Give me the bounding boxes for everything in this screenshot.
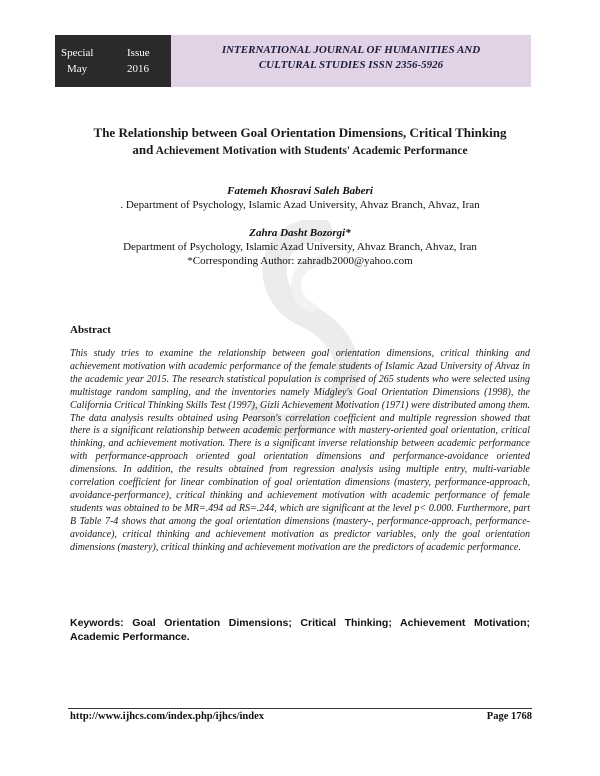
special-label: Special [61, 47, 94, 59]
footer-url-link[interactable]: http://www.ijhcs.com/index.php/ijhcs/index [70, 711, 264, 722]
abstract-heading: Abstract [70, 324, 111, 336]
journal-title-block [171, 35, 531, 87]
footer-divider [68, 708, 532, 709]
title-line1: The Relationship between Goal Orientation Dimensions, Critical Thinking [93, 125, 507, 140]
journal-header [55, 35, 531, 87]
author-affiliation: . Department of Psychology, Islamic Azad University, Ahvaz Branch, Ahvaz, Iran [120, 199, 480, 211]
year-label: 2016 [127, 63, 149, 75]
author-affiliation: Department of Psychology, Islamic Azad University, Ahvaz Branch, Ahvaz, Iran [123, 241, 477, 253]
issue-info-block [55, 35, 171, 87]
abstract-body: This study tries to examine the relationship between goal orientation dimensions, critical thinking and achievement motivation with academic performance of the female students of Islamic Azad University of Ahvaz in the academic year 2015. The research statistical population is comprised of 265 students who were selected using multistage random sampling, and the inventories namely Midgley's Goal Orientation Dimensions (1998), the California Critical Thinking Skills Test (1997), Gizli Achievement Motivation (1971) were distributed among them. The data analysis results obtained using Pearson's correlation coefficient and multiple regression showed that there is a significant relationship between academic performance with mastery-oriented goal orientation, critical thinking, and achievement motivation. There is a significant inverse relationship between academic performance with performance-approach oriented goal orientation dimensions and performance-avoidance oriented dimensions. In addition, the results obtained from regression analysis using multiple entry, multi-variable correlation coefficient for linear combination of goal orientation dimensions (mastery, performance-approach, avoidance-performance), critical thinking and achievement motivation with academic performance of female students was obtained to be MR=.494 ad RS=.244, which are significant at the level p< 0.000. Furthermore, part B Table 7-4 shows that among the goal orientation dimensions (mastery-, performance-approach, performance-avoidance), critical thinking and achievement motivation as predictor variables, only the goal orientation dimensions (mastery), critical thinking and achievement motivation are the predictors of academic performance. [70, 348, 530, 553]
corresponding-author: *Corresponding Author: zahradb2000@yahoo.com [187, 255, 413, 267]
title-and: and [132, 142, 154, 157]
month-label: May [67, 63, 88, 75]
journal-title-line2: CULTURAL STUDIES ISSN 2356-5926 [258, 59, 444, 71]
title-line2 [60, 141, 540, 160]
author-1 [60, 184, 540, 212]
page-number: Page 1768 [486, 711, 532, 722]
title-line2-rest: Achievement Motivation with Students' Academic Performance [153, 145, 468, 157]
issue-label: Issue [127, 47, 150, 59]
journal-title-line1: INTERNATIONAL JOURNAL OF HUMANITIES AND [221, 44, 481, 56]
paper-title [60, 124, 540, 160]
author-2 [60, 226, 540, 268]
author-name: Zahra Dasht Bozorgi* [249, 227, 351, 239]
author-name: Fatemeh Khosravi Saleh Baberi [227, 185, 373, 197]
keywords: Keywords: Goal Orientation Dimensions; Critical Thinking; Achievement Motivation; Academic Performance. [70, 617, 530, 643]
